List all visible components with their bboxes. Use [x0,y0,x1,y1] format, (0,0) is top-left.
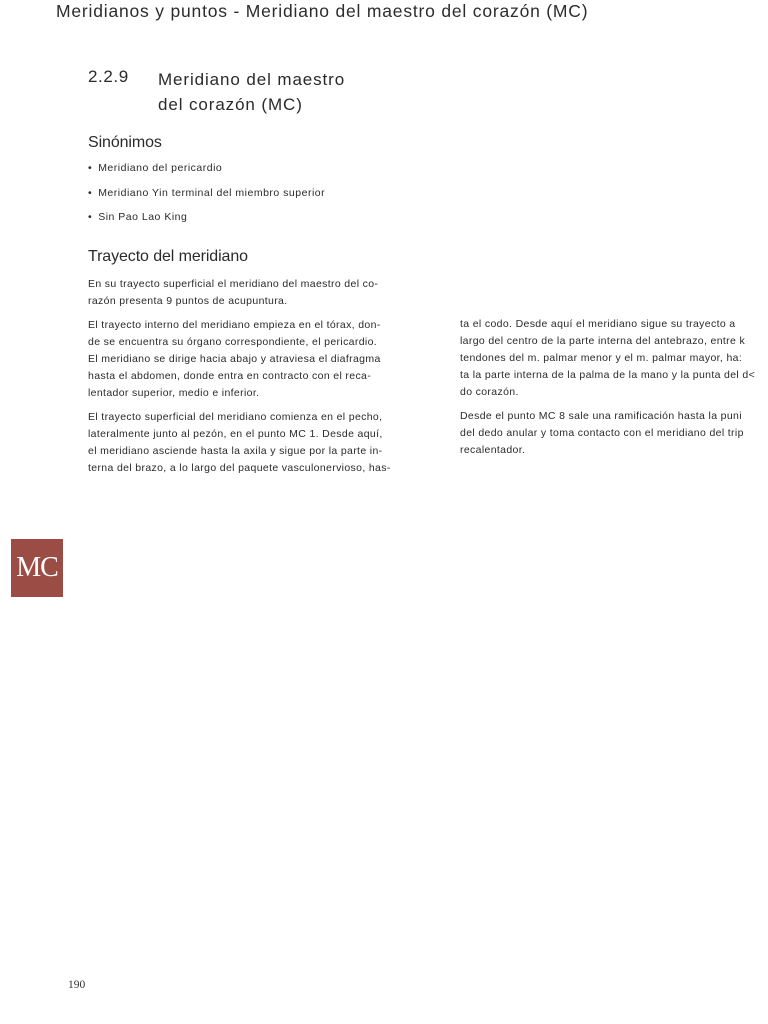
list-item: • Sin Pao Lao King [88,211,325,236]
text-line: El trayecto superficial del meridiano comienza en el pecho, [88,411,383,423]
text-column-right [460,316,760,466]
text-line: lentador superior, medio e inferior. [88,387,260,399]
section-title-line: del corazón (MC) [158,95,303,114]
list-item: • Meridiano del pericardio [88,162,325,187]
paragraph [88,409,398,477]
text-line: recalentador. [460,444,526,456]
text-line: el meridiano asciende hasta la axila y sigue por la parte in- [88,445,383,457]
list-item: • Meridiano Yin terminal del miembro superior [88,187,325,212]
running-header: Meridianos y puntos - Meridiano del maestro del corazón (MC) [56,1,589,21]
text-line: ta la parte interna de la palma de la mano y la punta del d< [460,369,756,381]
text-line: razón presenta 9 puntos de acupuntura. [88,295,288,307]
paragraph [460,408,760,459]
text-line: ta el codo. Desde aquí el meridiano sigue su trayecto a [460,318,736,330]
chapter-tab [11,539,63,597]
section-number: 2.2.9 [88,67,129,86]
text-line: hasta el abdomen, donde entra en contracto con el reca- [88,370,372,382]
section-title [158,67,345,117]
synonyms-heading: Sinónimos [88,134,162,151]
text-line: En su trayecto superficial el meridiano del maestro del co- [88,278,379,290]
text-line: tendones del m. palmar menor y el m. palmar mayor, ha: [460,352,743,364]
trayecto-heading: Trayecto del meridiano [88,248,248,265]
paragraph [460,316,760,401]
synonyms-list [88,162,325,236]
text-column-left [88,276,398,484]
text-line: El meridiano se dirige hacia abajo y atraviesa el diafragma [88,353,381,365]
text-line: Desde el punto MC 8 sale una ramificación hasta la puni [460,410,742,422]
text-line: largo del centro de la parte interna del antebrazo, entre k [460,335,746,347]
section-title-line: Meridiano del maestro [158,70,346,89]
text-line: El trayecto interno del meridiano empieza en el tórax, don- [88,319,381,331]
chapter-tab-label: MC [16,552,58,583]
paragraph [88,276,398,310]
text-line: del dedo anular y toma contacto con el meridiano del trip [460,427,744,439]
paragraph [88,317,398,402]
text-line: de se encuentra su órgano correspondiente, el pericardio. [88,336,378,348]
text-line: do corazón. [460,386,519,398]
text-line: lateralmente junto al pezón, en el punto MC 1. Desde aquí, [88,428,383,440]
page-number: 190 [68,979,86,991]
text-line: terna del brazo, a lo largo del paquete vasculonervioso, has- [88,462,391,474]
